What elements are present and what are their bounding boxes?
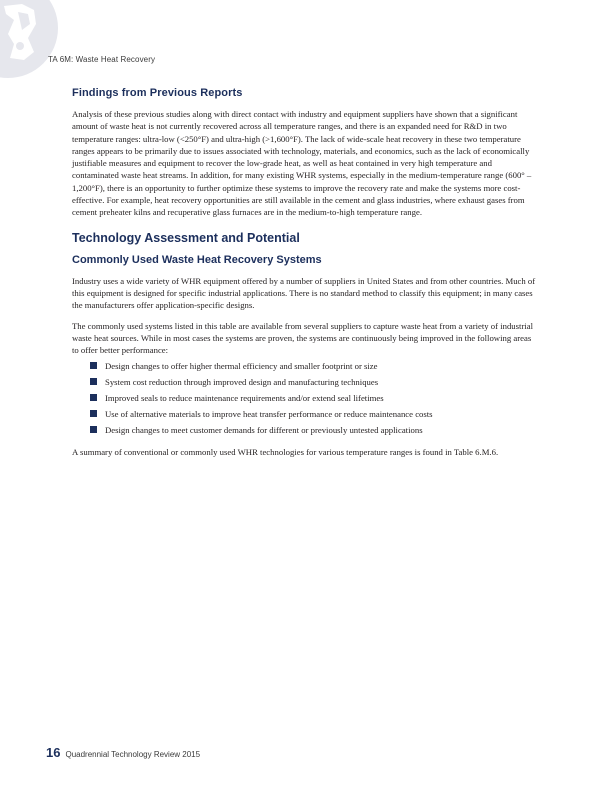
bullet-square-icon [90,410,97,417]
page-content [72,87,540,467]
list-item: Improved seals to reduce maintenance requirements and/or extend seal lifetimes [90,390,540,406]
bullet-square-icon [90,394,97,401]
robot-arm-decoration [0,0,60,80]
findings-heading: Findings from Previous Reports [72,87,243,99]
bullet-square-icon [90,378,97,385]
list-item: Design changes to meet customer demands for different or previously untested applications [90,422,540,438]
summary-paragraph: A summary of conventional or commonly used WHR technologies for various temperature ranges is found in Table 6.M.6. [72,447,499,458]
running-header: TA 6M: Waste Heat Recovery [48,55,156,64]
whr-systems-subheading: Commonly Used Waste Heat Recovery Systems [72,253,322,266]
whr-paragraph-1: Industry uses a wide variety of WHR equipment offered by a number of suppliers in United States and from other countries. Much of this equipment is designed for specific industrial applications. There is no standard method to classify this equipment; in many cases the manufacturers offer application-specific designs. [72,275,536,311]
bullet-square-icon [90,426,97,433]
technology-heading: Technology Assessment and Potential [72,230,300,245]
bullet-square-icon [90,362,97,369]
whr-paragraph-2: The commonly used systems listed in this table are available from several suppliers to capture waste heat from a variety of industrial waste heat sources. While in most cases the systems are proven, the systems are continuously being improved in the following areas to offer better performance: [72,320,534,356]
findings-paragraph: Analysis of these previous studies along with direct contact with industry and equipment suppliers have shown that a significant amount of waste heat is not currently recovered across all temperature ranges, and there is an expanded need for R&D in two temperature ranges: ultra-low (<250°F) and ultra-high (>1,600°F). The lack of wide-scale heat recovery in these two temperature ranges appears to be primarily due to issues associated with technology, materials, and economics, such as the lack of economically justifiable measures and equipment to recover the low-grade heat, as well as heat contained in very high temperature and contaminated waste heat streams. In addition, for many existing WHR systems, especially in the medium-temperature range (600° – 1,200°F), there is an opportunity to further optimize these systems to improve the recovery rate and make the systems more cost-effective. For example, heat recovery opportunities are still available in the cement and glass industries, where exhaust gases from cement preheater kilns and recuperative glass furnaces are in the medium-to-high temperature range. [72,109,532,218]
page-number: 16 [46,745,61,760]
list-item: Use of alternative materials to improve heat transfer performance or reduce maintenance costs [90,406,540,422]
list-item: System cost reduction through improved design and manufacturing techniques [90,374,540,390]
list-item: Design changes to offer higher thermal efficiency and smaller footprint or size [90,358,540,374]
footer-publication: Quadrennial Technology Review 2015 [65,750,201,759]
improvement-list [90,358,540,438]
page-footer [46,744,200,762]
